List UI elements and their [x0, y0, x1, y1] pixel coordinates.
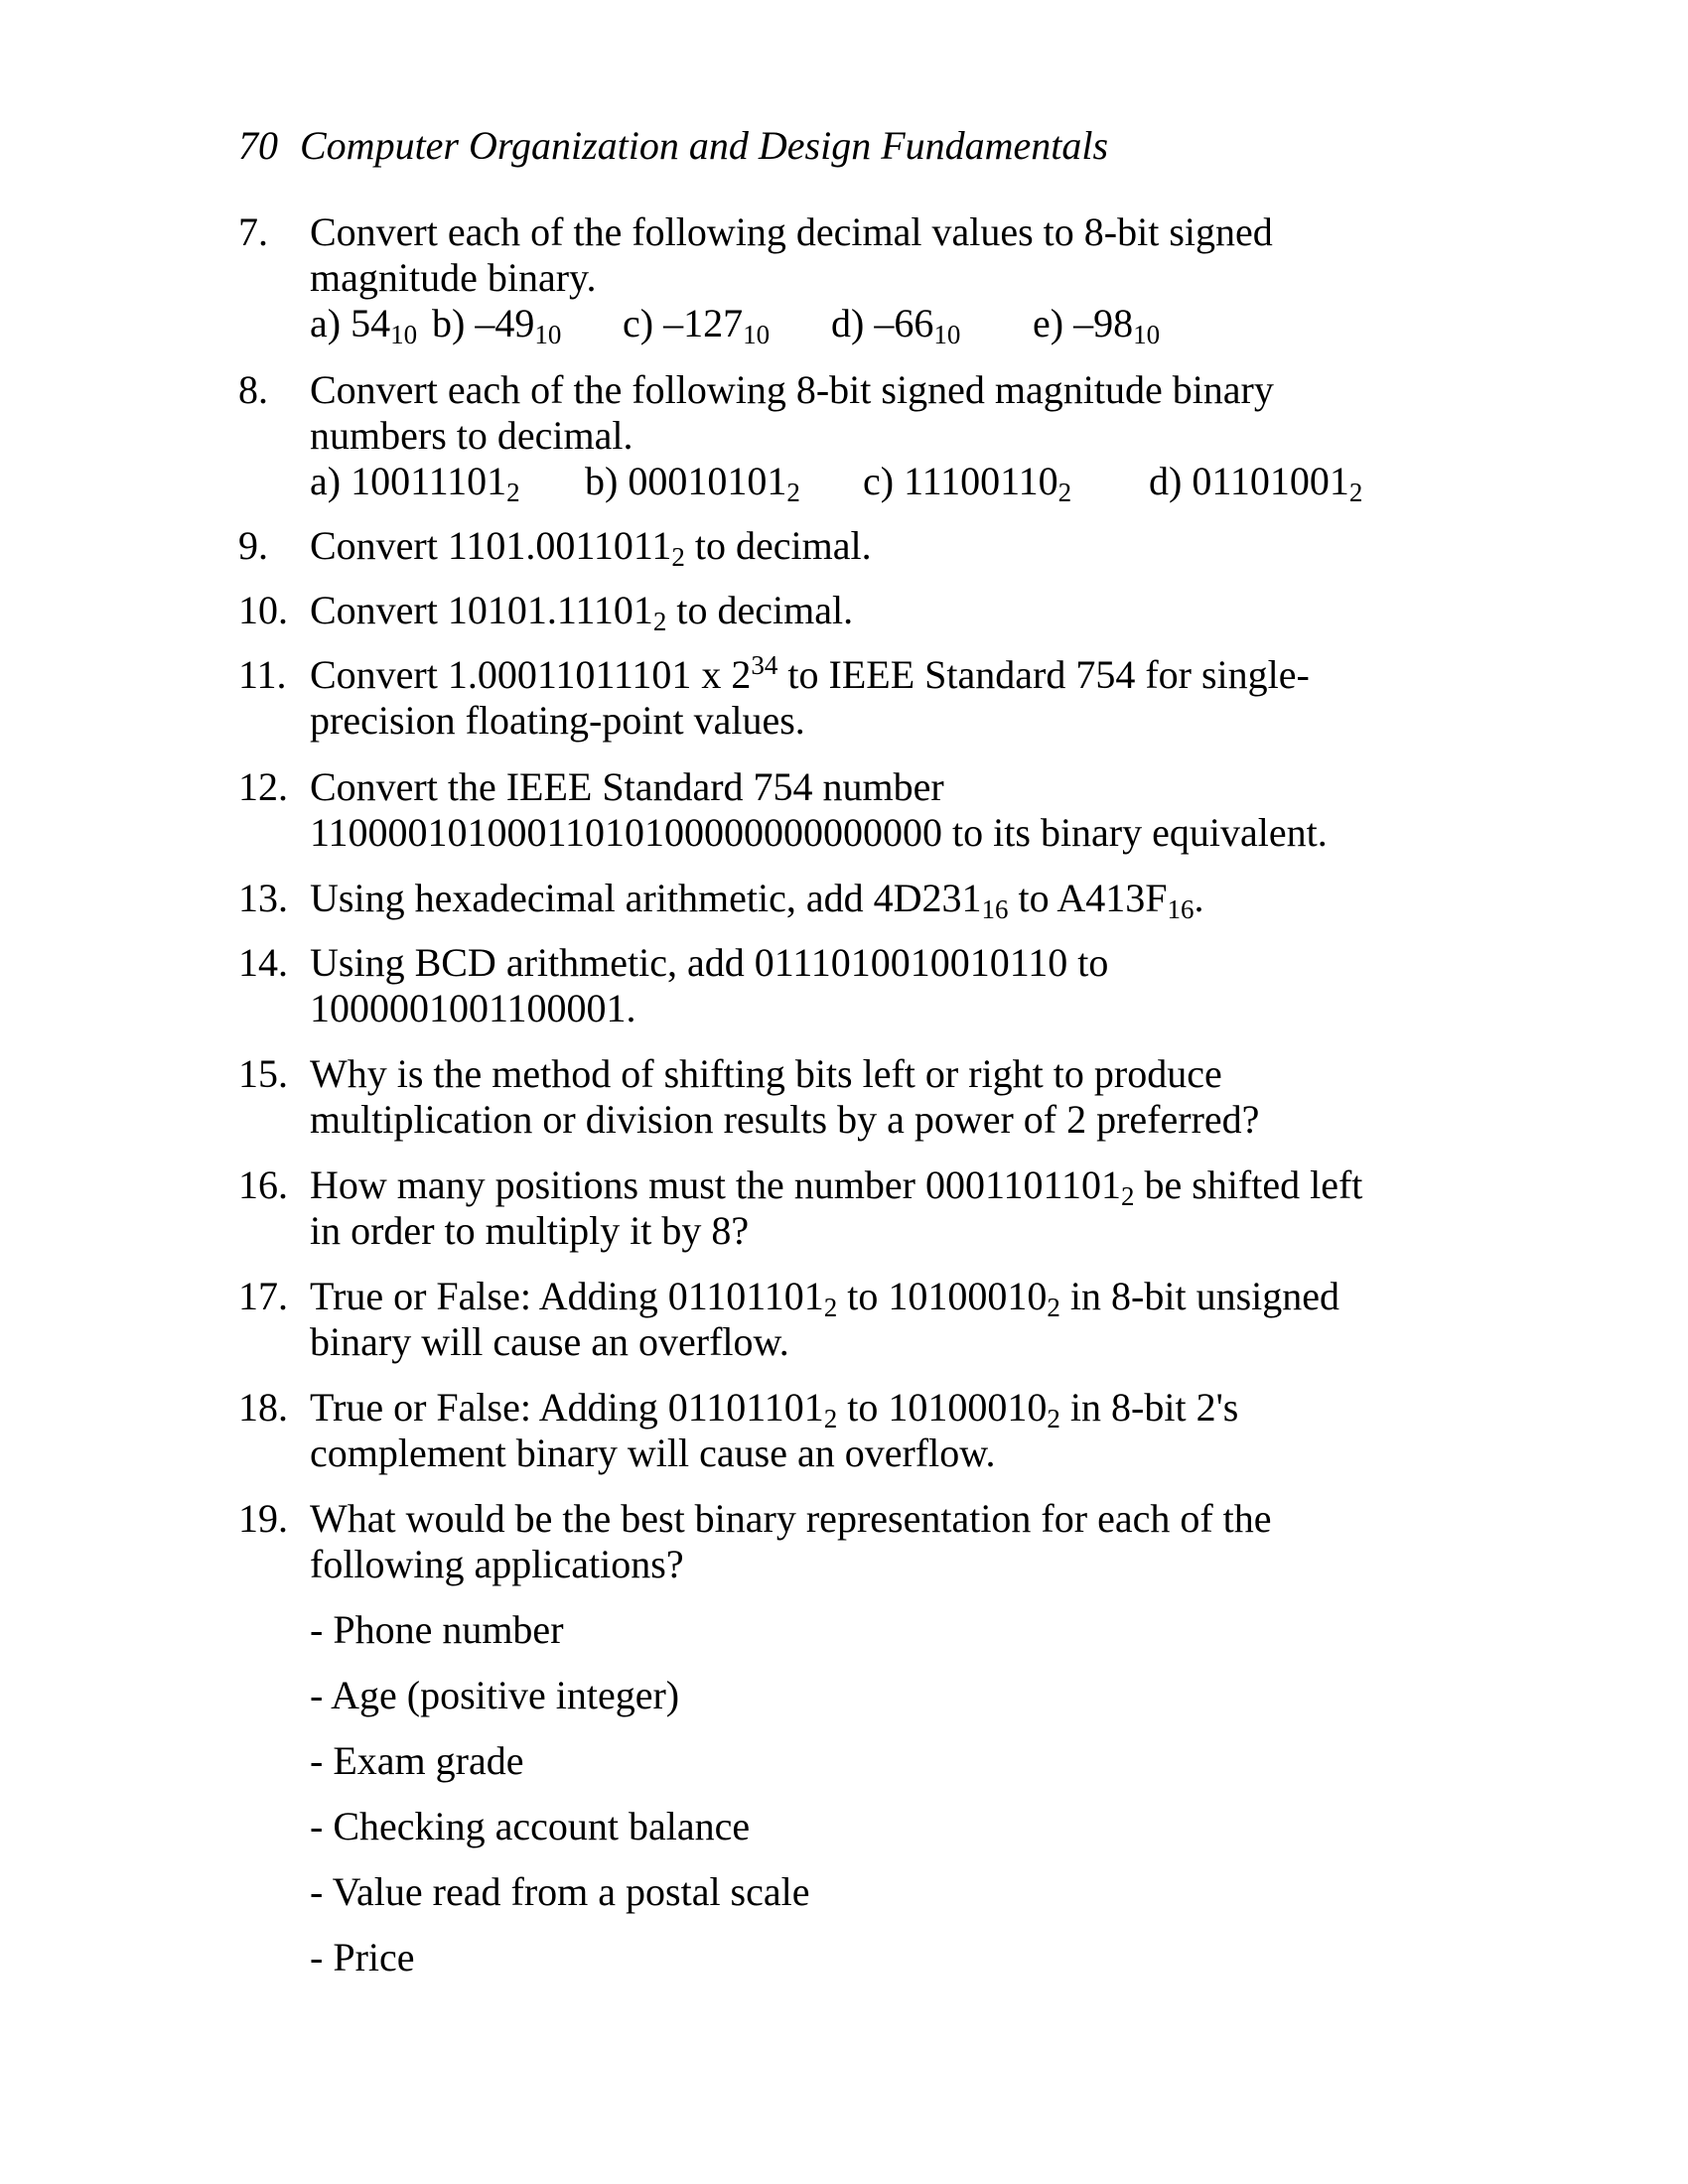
running-head [238, 117, 1430, 175]
question-12 [238, 764, 1430, 856]
question-number: 18. [238, 1385, 288, 1430]
question-text: Why is the method of shifting bits left or right to produce [310, 1051, 1222, 1096]
question-text: following applications? [310, 1542, 684, 1586]
question-11 [238, 652, 1430, 744]
option-b: b) $-49_{10}$ [432, 301, 562, 349]
question-number: 16. [238, 1162, 288, 1207]
question-text: Convert the IEEE Standard 754 number [310, 764, 944, 809]
question-17 [238, 1274, 1430, 1365]
question-text: 1000001001100001. [310, 986, 636, 1030]
option-a: a) $10011101_2$ [310, 459, 520, 507]
page [238, 117, 1430, 1980]
question-18 [238, 1385, 1430, 1476]
application-item: - Value read from a postal scale [310, 1869, 810, 1914]
question-text: magnitude binary. [310, 255, 597, 300]
question-7 [238, 209, 1430, 349]
question-10 [238, 588, 1430, 636]
question-number: 13. [238, 876, 288, 920]
question-text: True or False: Adding $01101101_2$ to $10100010_2$ in 8-bit 2's [310, 1385, 1239, 1433]
question-text: Convert $10101.11101_2$ to decimal. [310, 588, 854, 636]
option-a: a) $54_{10}$ [310, 301, 418, 349]
question-text: Convert each of the following decimal values to 8-bit signed [310, 209, 1273, 254]
question-text: How many positions must the number $0001101101_2$ be shifted left [310, 1162, 1363, 1211]
application-item: - Age (positive integer) [310, 1673, 680, 1717]
question-text: What would be the best binary representation for each of the [310, 1496, 1272, 1541]
option-row [310, 459, 1430, 507]
question-text: True or False: Adding $01101101_2$ to $10100010_2$ in 8-bit unsigned [310, 1274, 1340, 1322]
question-16 [238, 1162, 1430, 1254]
question-number: 10. [238, 588, 288, 632]
question-text: Using hexadecimal arithmetic, add $4D231_{16}$ to $A413F_{16}$. [310, 876, 1204, 924]
question-9 [238, 523, 1430, 572]
question-number: 8. [238, 367, 268, 412]
question-number: 14. [238, 940, 288, 985]
book-title: Computer Organization and Design Fundamentals [300, 123, 1109, 168]
application-item: - Price [310, 1935, 415, 1979]
question-number: 17. [238, 1274, 288, 1318]
question-number: 7. [238, 209, 268, 254]
question-text: complement binary will cause an overflow. [310, 1431, 996, 1475]
question-number: 12. [238, 764, 288, 809]
question-number: 11. [238, 652, 287, 697]
question-15 [238, 1051, 1430, 1143]
option-d: d) $01101001_2$ [1149, 459, 1363, 507]
option-c: c) $-127_{10}$ [623, 301, 771, 349]
question-8 [238, 367, 1430, 507]
option-c: c) $11100110_2$ [863, 459, 1072, 507]
question-14 [238, 940, 1430, 1031]
question-text: numbers to decimal. [310, 413, 633, 458]
option-b: b) $00010101_2$ [585, 459, 800, 507]
question-19 [238, 1496, 1430, 1587]
question-13 [238, 876, 1430, 924]
question-number: 9. [238, 523, 268, 568]
question-text: Convert each of the following 8-bit signed magnitude binary [310, 367, 1274, 412]
option-e: e) $-98_{10}$ [1033, 301, 1161, 349]
question-number: 19. [238, 1496, 288, 1541]
question-text: multiplication or division results by a power of 2 preferred? [310, 1097, 1260, 1142]
option-d: d) $-66_{10}$ [831, 301, 961, 349]
question-text: precision floating-point values. [310, 698, 805, 743]
question-number: 15. [238, 1051, 288, 1096]
question-text: Convert $1101.0011011_2$ to decimal. [310, 523, 872, 572]
application-item: - Phone number [310, 1607, 564, 1652]
question-text: in order to multiply it by 8? [310, 1208, 750, 1253]
option-row [310, 301, 1430, 349]
question-text: Convert 1.00011011101 x $2^{34}$ to IEEE Standard 754 for single- [310, 650, 1310, 697]
question-text: 11000010100011010100000000000000 to its binary equivalent. [310, 810, 1328, 855]
page-number: 70 [238, 123, 278, 168]
question-text: binary will cause an overflow. [310, 1319, 789, 1364]
application-item: - Checking account balance [310, 1804, 751, 1848]
question-text: Using BCD arithmetic, add 0111010010010110 to [310, 940, 1109, 985]
application-item: - Exam grade [310, 1738, 524, 1783]
